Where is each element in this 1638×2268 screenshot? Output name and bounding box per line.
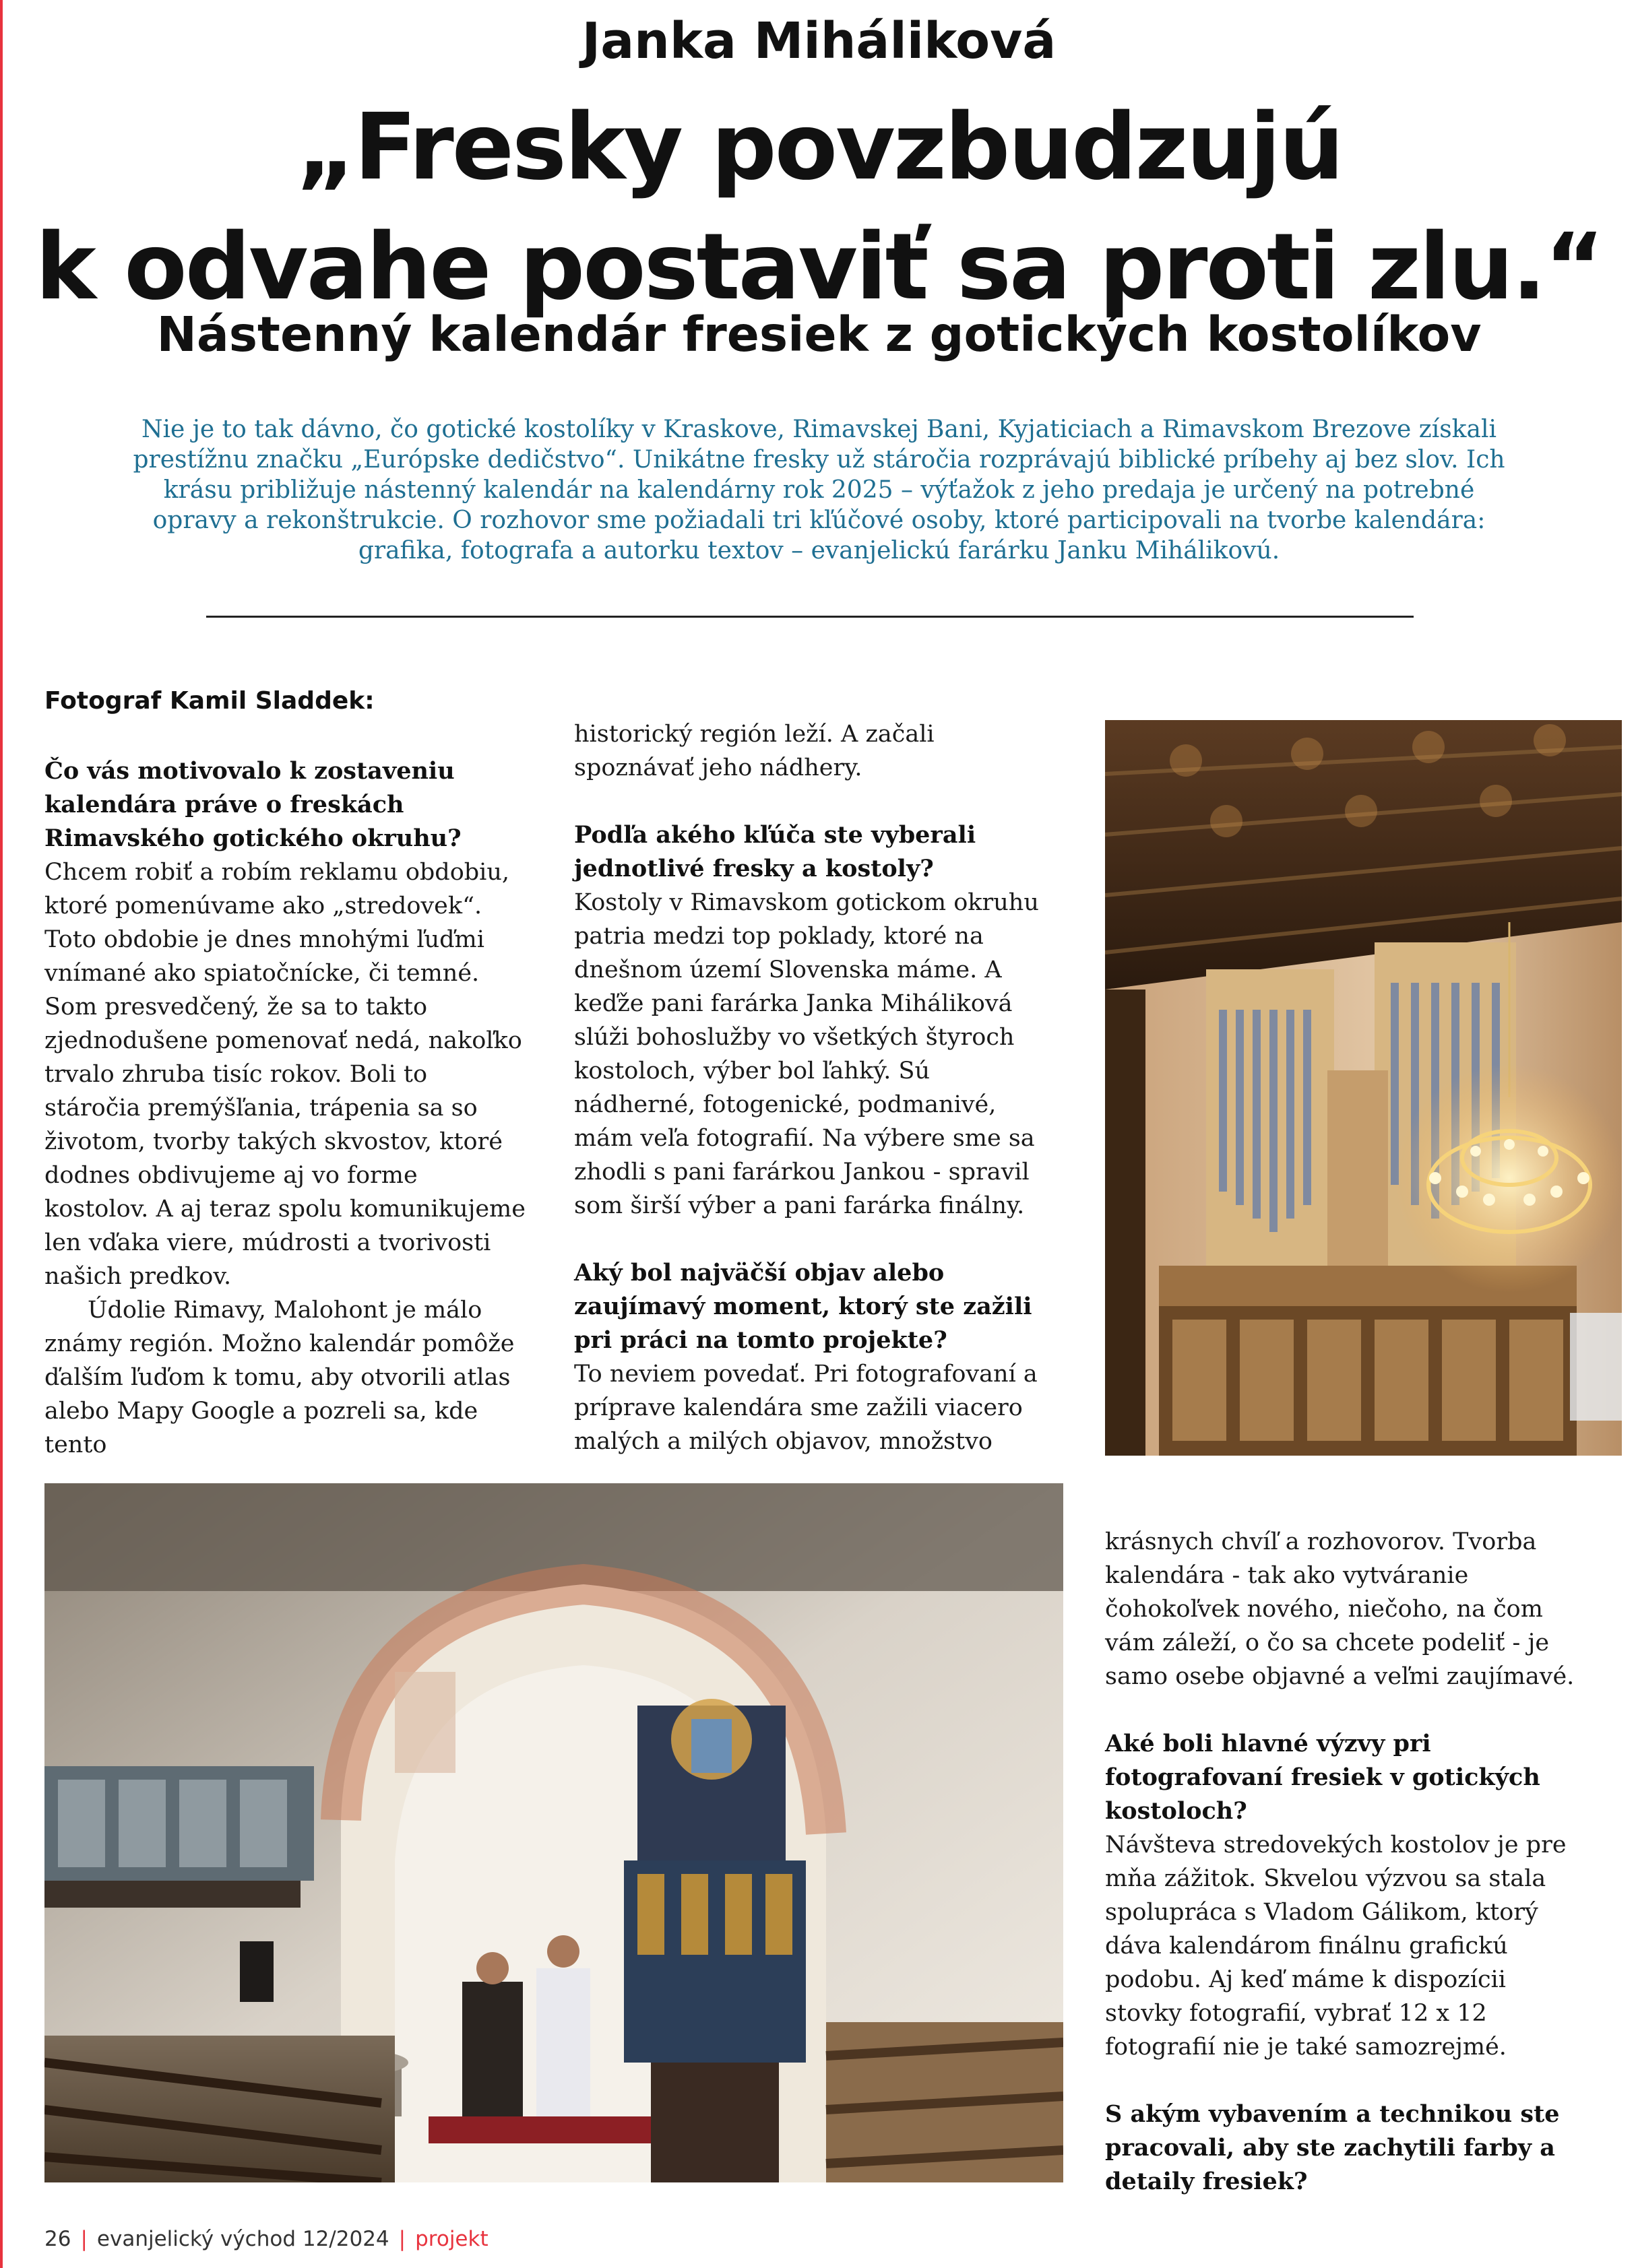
magazine-name: evanjelický východ — [96, 2227, 296, 2251]
organ-chandelier-photo — [1105, 720, 1622, 1456]
article-subheadline: Nástenný kalendár fresiek z gotických kostolíkov — [156, 306, 1482, 362]
text-column-1 — [44, 754, 527, 1462]
lead-divider — [206, 616, 1414, 618]
text-column-2 — [574, 717, 1046, 1458]
article-lead: Nie je to tak dávno, čo gotické kostolíky v Kraskove, Rimavskej Bani, Kyjaticiach a Rimavskom Brezove získali prestížnu značku „Európske dedičstvo“. Unikátne fresky už stáročia rozprávajú biblické príbehy aj bez slov. Ich krásu približuje nástenný kalendár na kalendárny rok 2025 – výťažok z jeho predaja je určený na potrebné opravy a rekonštrukcie. O rozhovor sme požiadali tri kľúčové osoby, ktoré participovali na tvorbe kalendára: grafika, fotografa a autorku textov – evanjelickú farárku Janku Mihálikovú. — [133, 416, 1505, 564]
headline-line-1: „Fresky povzbudzujú — [296, 94, 1342, 201]
answer-2: Kostoly v Rimavskom gotickom okruhu patria medzi top poklady, ktoré na dnešnom území Slovenska máme. A keďže pani farárka Janka Miháliková slúži bohoslužby vo všetkých štyroch kostoloch, výber bol ľahký. Sú nádherné, fotogenické, podmanivé, mám veľa fotografií. Na výbere sme sa zhodli s pani farárkou Jankou - spravil som širší výber a pani farárka finálny. — [574, 889, 1039, 1219]
question-3: Aký bol najväčší objav alebo zaujímavý moment, ktorý ste zažili pri práci na tomto projekte? — [574, 1259, 1032, 1354]
answer-1-continuation: historický región leží. A začali spoznávať jeho nádhery. — [574, 721, 935, 781]
question-4: Aké boli hlavné výzvy pri fotografovaní fresiek v gotických kostoloch? — [1105, 1730, 1540, 1825]
answer-3-continuation: krásnych chvíľ a rozhovorov. Tvorba kalendára - tak ako vytváranie čohokoľvek nového, niečoho, na čom vám záleží, o čo sa chcete podeliť - je samo osebe objavné a veľmi zaujímavé. — [1105, 1528, 1575, 1690]
issue-number: 12/2024 — [302, 2227, 389, 2251]
answer-3: To neviem povedať. Pri fotografovaní a príprave kalendára sme zažili viacero malých a milých objavov, množstvo — [574, 1361, 1038, 1455]
answer-4: Návšteva stredovekých kostolov je pre mňa zážitok. Skvelou výzvou sa stala spolupráca s Vladom Gálikom, ktorý dáva kalendárom finálnu grafickú podobu. Aj keď máme k dispozícii stovky fotografií, vybrať 12 x 12 fotografií nie je také samozrejmé. — [1105, 1832, 1567, 2061]
question-1: Čo vás motivovalo k zostaveniu kalendára práve o freskách Rimavského gotického okruhu? — [44, 757, 462, 852]
answer-1-paragraph-2: Údolie Rimavy, Malohont je málo známy región. Možno kalendár pomôže ďalším ľuďom k tomu, aby otvorili atlas alebo Mapy Google a pozreli sa, kde tento — [44, 1297, 515, 1458]
page-number: 26 — [44, 2227, 71, 2251]
page-footer: 26 | evanjelický východ 12/2024 | projekt — [44, 2227, 489, 2251]
text-column-3 — [1105, 1525, 1587, 2199]
section-name: projekt — [415, 2227, 489, 2251]
headline-line-2: k odvahe postaviť sa proti zlu.“ — [35, 214, 1603, 321]
article-author: Janka Miháliková — [581, 12, 1057, 70]
church-interior-photo — [44, 1483, 1063, 2182]
interviewee-label: Fotograf Kamil Sladdek: — [44, 687, 375, 715]
question-2: Podľa akého kľúča ste vyberali jednotlivé fresky a kostoly? — [574, 821, 976, 882]
article-headline — [0, 88, 1638, 327]
answer-1-paragraph-1: Chcem robiť a robím reklamu obdobiu, ktoré pomenúvame ako „stredovek“. Toto obdobie je dnes mnohými ľuďmi vnímané ako spiatočnícke, či temné. Som presvedčený, že sa to takto zjednodušene pomenovať nedá, nakoľko trvalo zhruba tisíc rokov. Boli to stáročia premýšľania, trápenia sa so životom, tvorby takých skvostov, ktoré dodnes obdivujeme aj vo forme kostolov. A aj teraz spolu komunikujeme len vďaka viere, múdrosti a tvorivosti našich predkov. — [44, 859, 526, 1290]
question-5: S akým vybavením a technikou ste pracovali, aby ste zachytili farby a detaily fresiek? — [1105, 2100, 1560, 2195]
